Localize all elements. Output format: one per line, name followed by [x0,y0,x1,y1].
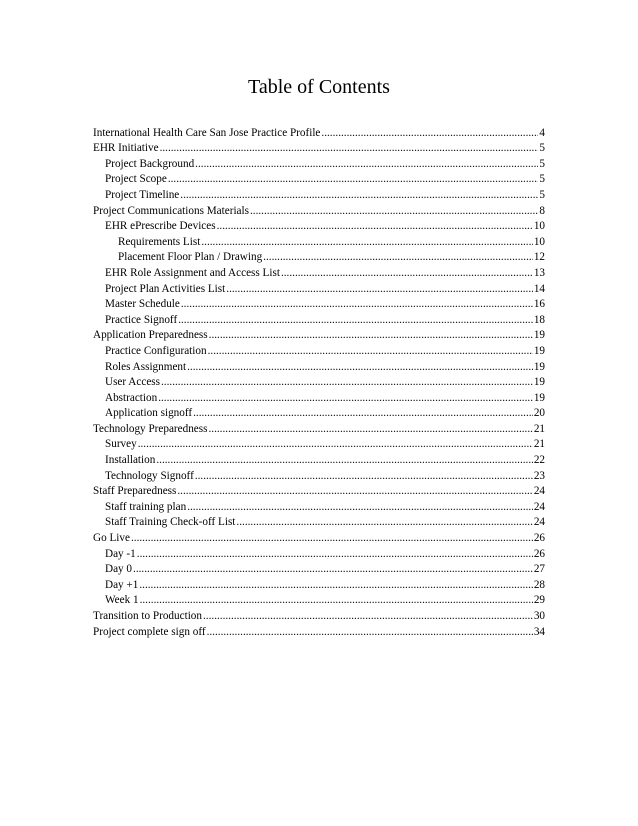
toc-entry[interactable] [93,436,545,452]
toc-entry[interactable] [93,529,545,545]
toc-page-number: 5 [539,173,545,186]
toc-dot-leader [187,501,533,514]
toc-page-number: 19 [533,391,545,404]
toc-entry[interactable] [93,264,545,280]
toc-entry[interactable] [93,249,545,265]
toc-entry[interactable] [93,327,545,343]
toc-page-number: 28 [533,578,545,591]
toc-entry-title: Survey [105,438,137,451]
toc-entry-title: Master Schedule [105,298,180,311]
toc-page-number: 23 [533,469,545,482]
toc-page-number: 10 [533,220,545,233]
toc-page-number: 19 [533,344,545,357]
toc-page-number: 26 [533,532,545,545]
toc-dot-leader [207,626,533,639]
toc-entry-title: EHR ePrescribe Devices [105,220,216,233]
toc-entry[interactable] [93,592,545,608]
toc-dot-leader [321,127,538,140]
toc-entry-title: Project complete sign off [93,625,206,638]
toc-dot-leader [181,298,533,311]
toc-page-number: 19 [533,360,545,373]
toc-entry-title: Application signoff [105,407,193,420]
toc-page-number: 26 [533,547,545,560]
toc-dot-leader [236,516,532,529]
toc-entry[interactable] [93,280,545,296]
toc-page-number: 16 [533,298,545,311]
toc-dot-leader [217,220,533,233]
toc-entry[interactable] [93,451,545,467]
toc-entry-title: Project Timeline [105,188,180,201]
toc-dot-leader [263,251,533,264]
toc-entry-title: Installation [105,454,156,467]
toc-page-number: 5 [539,142,545,155]
toc-entry[interactable] [93,342,545,358]
toc-page-number: 13 [533,266,545,279]
toc-entry-title: Placement Floor Plan / Drawing [118,251,263,264]
toc-dot-leader [160,142,539,155]
toc-page-number: 5 [539,188,545,201]
toc-dot-leader [177,485,532,498]
toc-entry[interactable] [93,607,545,623]
toc-dot-leader [133,563,533,576]
toc-dot-leader [208,345,533,358]
toc-entry-title: Staff Training Check-off List [105,516,236,529]
toc-entry[interactable] [93,420,545,436]
toc-dot-leader [158,392,533,405]
toc-page-number: 21 [533,438,545,451]
toc-entry-title: Day 0 [105,563,133,576]
toc-entry-title: Week 1 [105,594,139,607]
toc-page-number: 14 [533,282,545,295]
toc-entry[interactable] [93,623,545,639]
toc-dot-leader [201,236,532,249]
toc-list [93,124,545,639]
toc-entry[interactable] [93,483,545,499]
toc-page-number: 34 [533,625,545,638]
toc-page-number: 29 [533,594,545,607]
toc-dot-leader [209,329,533,342]
toc-dot-leader [195,470,533,483]
toc-dot-leader [140,594,533,607]
toc-dot-leader [193,407,533,420]
toc-entry[interactable] [93,202,545,218]
toc-entry-title: Day -1 [105,547,136,560]
toc-dot-leader [203,610,533,623]
toc-dot-leader [208,423,532,436]
toc-page-number: 5 [539,157,545,170]
toc-page-number: 24 [533,500,545,513]
toc-entry-title: Application Preparedness [93,329,208,342]
toc-entry-title: Go Live [93,532,130,545]
toc-dot-leader [187,361,533,374]
toc-dot-leader [250,205,538,218]
toc-entry-title: Staff Preparedness [93,485,177,498]
toc-page-number: 19 [533,329,545,342]
toc-entry[interactable] [93,545,545,561]
toc-entry[interactable] [93,467,545,483]
toc-page-number: 22 [533,454,545,467]
toc-entry[interactable] [93,561,545,577]
toc-entry[interactable] [93,498,545,514]
toc-entry-title: Project Scope [105,173,167,186]
toc-page-number: 27 [533,563,545,576]
toc-entry-title: Project Communications Materials [93,204,249,217]
toc-entry[interactable] [93,296,545,312]
toc-dot-leader [137,548,533,561]
toc-page-number: 30 [533,610,545,622]
toc-entry[interactable] [93,311,545,327]
toc-entry-title: Project Background [105,157,195,170]
page-title: Table of Contents [248,76,390,98]
toc-entry-title: Practice Signoff [105,313,178,326]
toc-entry[interactable] [93,171,545,187]
toc-entry-title: User Access [105,376,160,389]
toc-entry[interactable] [93,358,545,374]
toc-dot-leader [131,532,533,545]
toc-entry[interactable] [93,514,545,530]
toc-entry[interactable] [93,140,545,156]
toc-page-number: 19 [533,376,545,389]
toc-dot-leader [226,283,533,296]
toc-entry-title: International Health Care San Jose Practice Profile [93,126,321,139]
toc-entry-title: Technology Preparedness [93,422,208,435]
toc-dot-leader [156,454,532,467]
toc-entry[interactable] [93,576,545,592]
toc-entry-title: Abstraction [105,391,158,404]
toc-entry[interactable] [93,186,545,202]
toc-entry[interactable] [93,389,545,405]
toc-entry[interactable] [93,155,545,171]
toc-entry[interactable] [93,218,545,234]
toc-entry-title: Practice Configuration [105,344,207,357]
toc-entry-title: Day +1 [105,578,139,591]
toc-entry[interactable] [93,124,545,140]
toc-entry-title: Roles Assignment [105,360,187,373]
toc-dot-leader [178,314,533,327]
toc-entry-title: Staff training plan [105,500,187,513]
toc-page-number: 20 [533,407,545,420]
toc-entry-title: Requirements List [118,235,201,248]
toc-dot-leader [281,267,533,280]
toc-page-number: 21 [533,422,545,435]
toc-entry-title: Transition to Production [93,610,202,622]
toc-page-number: 18 [533,313,545,326]
toc-entry-title: EHR Role Assignment and Access List [105,266,280,279]
toc-entry[interactable] [93,405,545,421]
toc-dot-leader [168,173,539,186]
toc-page-number: 12 [533,251,545,264]
toc-dot-leader [180,189,538,202]
toc-entry[interactable] [93,233,545,249]
toc-dot-leader [195,158,538,171]
toc-entry-title: EHR Initiative [93,142,159,155]
toc-page-number: 24 [533,516,545,529]
toc-page-number: 4 [539,126,545,139]
toc-dot-leader [139,579,532,592]
toc-entry-title: Technology Signoff [105,469,194,482]
toc-dot-leader [138,438,533,451]
toc-entry[interactable] [93,374,545,390]
toc-entry-title: Project Plan Activities List [105,282,226,295]
toc-page-number: 8 [539,204,545,217]
toc-page-number: 10 [533,235,545,248]
toc-page-number: 24 [533,485,545,498]
toc-dot-leader [161,376,533,389]
